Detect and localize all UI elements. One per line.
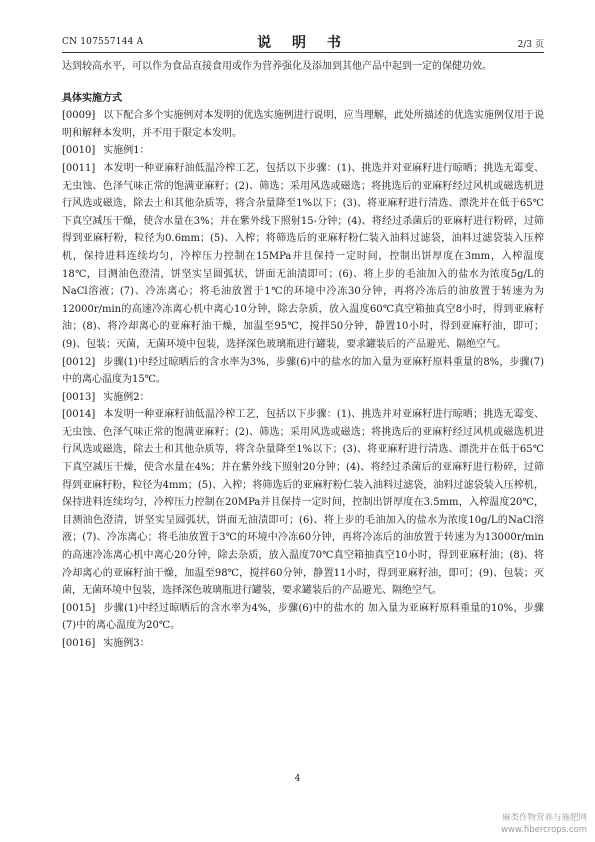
paragraph-0011 bbox=[62, 160, 544, 354]
paragraph-text: 实施例1： bbox=[103, 145, 150, 157]
section-title: 具体实施方式 bbox=[62, 92, 122, 104]
document-type: 说 明 书 bbox=[257, 35, 349, 51]
paragraph-number: [0015] bbox=[62, 602, 96, 614]
page-header bbox=[62, 32, 544, 53]
paragraph-number: [0012] bbox=[62, 356, 96, 368]
paragraph-0014 bbox=[62, 406, 544, 600]
paragraph-text: 本发明一种亚麻籽油低温冷榨工艺，包括以下步骤：(1)、挑选并对亚麻籽进行晾晒；挑选无霉变、无虫蚀、色泽气味正常的饱满亚麻籽；(2)、筛选；采用风选或磁选；将挑选后的亚麻籽经过风机或磁选机进行风选或磁选，除去土和其他杂质等，将含杂量降至1%以下；(3)、将亚麻籽进行清选、漂洗并在低于65℃下真空减压干燥，使含水量在3%；并在紫外线下照射15-分钟；(4)、将经过杀菌后的亚麻籽进行粉碎，过筛得到亚麻籽粉，粒径为0.6mm；(5)、入榨；将筛选后的亚麻籽粉仁装入油料过滤袋，油料过滤袋装入压榨机，保持进料连续均匀，冷榨压力控制在15MPa并且保持一定时间，控制出饼厚度在3mm，入榨温度18℃，目测油色澄清，饼坚实呈圆弧状，饼面无油渍即可；(6)、将上步的毛油加入的盐水为浓度5g/L的NaCl溶液；(7)、冷冻离心；将毛油放置于1℃的环境中冷冻30分钟，再将冷冻后的油放置于转速为为12000r/min的高速冷冻离心机中离心10分钟，除去杂质，放入温度60℃真空箱抽真空8小时，得到亚麻籽油；(8)、将冷却离心的亚麻籽油干燥，加温至95℃，搅拌50分钟，静置10小时，得到亚麻籽油，即可；(9)、包装；灭菌，无菌环境中包装，选择深色玻璃瓶进行罐装，要求罐装后的产品避光、隔绝空气。 bbox=[62, 162, 544, 350]
watermark bbox=[501, 812, 587, 836]
paragraph-number: [0009] bbox=[62, 110, 96, 122]
paragraph-number: [0013] bbox=[62, 391, 96, 403]
page-info: 2/3 页 bbox=[517, 40, 544, 50]
paragraph-0009 bbox=[62, 107, 544, 142]
paragraph-0013 bbox=[62, 389, 544, 407]
page-number: 4 bbox=[294, 774, 301, 784]
paragraph-number: [0011] bbox=[62, 162, 96, 174]
watermark-url: www.fibercrops.com bbox=[501, 825, 587, 835]
paragraph-number: [0010] bbox=[62, 145, 96, 157]
patent-number: CN 107557144 A bbox=[62, 37, 144, 47]
paragraph-0010 bbox=[62, 142, 544, 160]
paragraph-text: 实施例2： bbox=[103, 391, 150, 403]
paragraph-number: [0014] bbox=[62, 409, 96, 421]
paragraph-text: 本发明一种亚麻籽油低温冷榨工艺，包括以下步骤：(1)、挑选并对亚麻籽进行晾晒；挑选无霉变、无虫蚀、色泽气味正常的饱满亚麻籽；(2)、筛选；采用风选或磁选；将挑选后的亚麻籽经过风机或磁选机进行风选或磁选，除去土和其他杂质等，将含杂量降至1%以下；(3)、将亚麻籽进行清选、漂洗并在低于65℃下真空减压干燥，使含水量在4%；并在紫外线下照射20分钟；(4)、将经过杀菌后的亚麻籽进行粉碎，过筛得到亚麻籽粉，粒径为4mm；(5)、入榨；将筛选后的亚麻籽粉仁装入油料过滤袋，油料过滤袋装入压榨机，保持进料连续均匀，冷榨压力控制在20MPa并且保持一定时间，控制出饼厚度在3.5mm，入榨温度20℃，目测油色澄清，饼坚实呈圆弧状，饼面无油渍即可；(6)、将上步的毛油加入的盐水为浓度10g/L的NaCl溶液；(7)、冷冻离心；将毛油放置于3℃的环境中冷冻60分钟，再将冷冻后的油放置于转速为为13000r/min的高速冷冻离心机中离心20分钟，除去杂质，放入温度70℃真空箱抽真空10小时，得到亚麻籽油；(8)、将冷却离心的亚麻籽油干燥，加温至98℃，搅拌60分钟，静置11小时，得到亚麻籽油，即可；(9)、包装；灭菌，无菌环境中包装，选择深色玻璃瓶进行罐装，要求罐装后的产品避光、隔绝空气。 bbox=[62, 409, 544, 597]
paragraph-0015 bbox=[62, 600, 544, 635]
continuation-text: 达到较高水平，可以作为食品直接食用或作为营养强化及添加到其他产品中起到一定的保健功效。 bbox=[62, 61, 492, 72]
paragraph-0016 bbox=[62, 635, 544, 653]
paragraph-0012 bbox=[62, 354, 544, 389]
paragraph-text: 以下配合多个实施例对本发明的优选实施例进行说明，应当理解，此处所描述的优选实施例仅用于说明和解释本发明，并不用于限定本发明。 bbox=[62, 110, 544, 139]
paragraph-text: 步骤(1)中经过晾晒后的含水率为4%，步骤(6)中的盐水的 加入量为亚麻籽原料重量的10%，步骤(7)中的离心温度为20℃。 bbox=[62, 602, 544, 632]
paragraph-text: 步骤(1)中经过晾晒后的含水率为3%，步骤(6)中的盐水的加入量为亚麻籽原料重量的8%，步骤(7)中的离心温度为15℃。 bbox=[62, 356, 544, 386]
paragraph-text: 实施例3： bbox=[103, 638, 150, 649]
document-body bbox=[62, 58, 544, 653]
watermark-title: 麻类作物营养与施肥网 bbox=[501, 813, 587, 823]
paragraph-number: [0016] bbox=[62, 638, 96, 649]
